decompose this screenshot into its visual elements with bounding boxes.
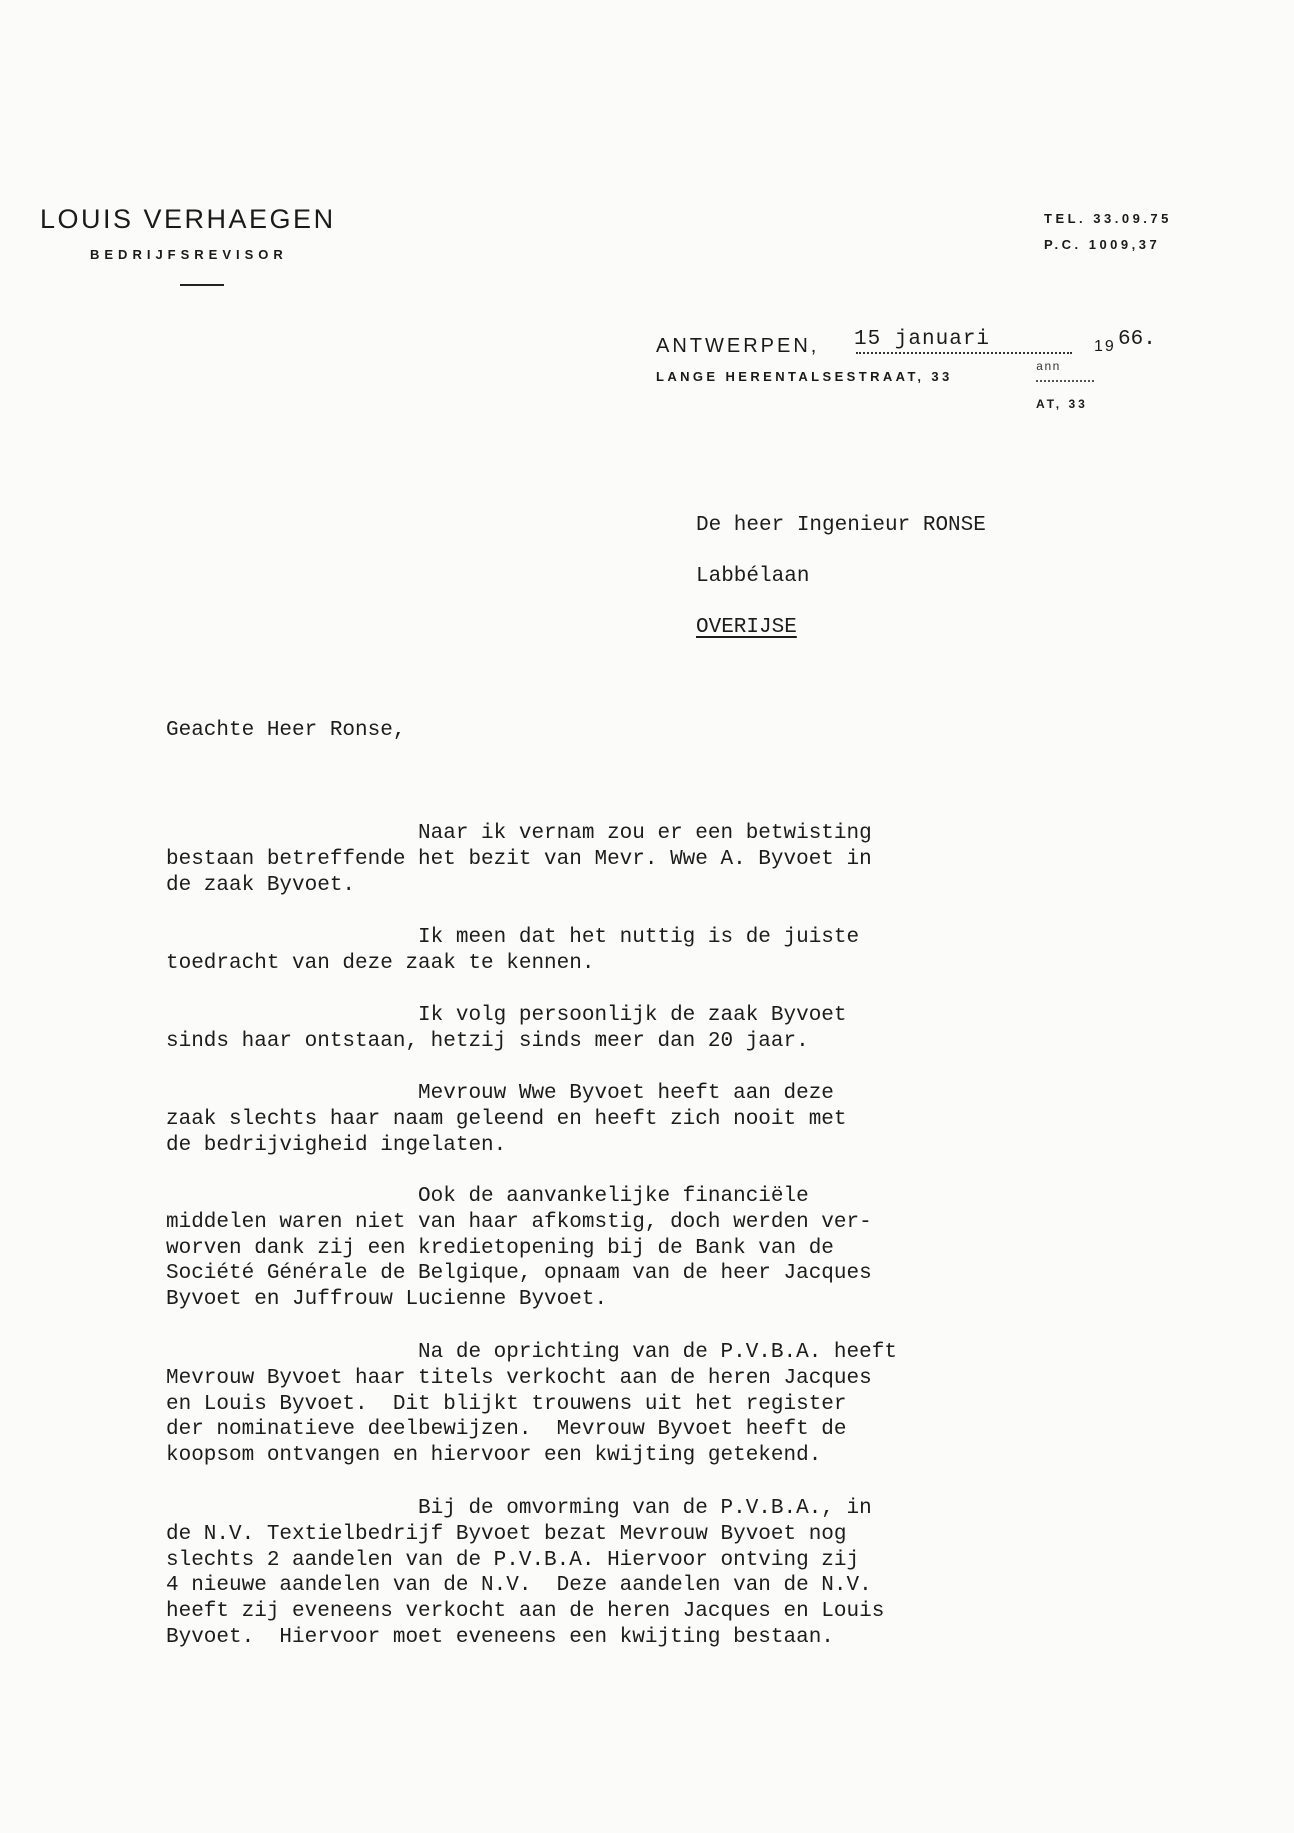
date-dotted-line bbox=[856, 352, 1072, 354]
recipient-name: De heer Ingenieur RONSE bbox=[696, 514, 986, 537]
sender-at-line: AT, 33 bbox=[1036, 397, 1088, 411]
recipient-city: OVERIJSE bbox=[696, 616, 797, 639]
letter-paragraph: Naar ik vernam zou er een betwisting bestaan betreffende het bezit van Mevr. Wwe A. Byvoet in de zaak Byvoet. bbox=[166, 822, 872, 897]
letter-paragraph: Bij de omvorming van de P.V.B.A., in de N.V. Textielbedrijf Byvoet bezat Mevrouw Byvoet nog slechts 2 aandelen van de P.V.B.A. Hiervoor ontving zij 4 nieuwe aandelen van de N.V. Deze aandelen van de N.V. heeft zij eveneens verkocht aan de heren Jacques en Louis Byvoet. Hiervoor moet eveneens een kwijting bestaan. bbox=[166, 1497, 885, 1649]
street-typed-mark: ann bbox=[1036, 360, 1061, 374]
telephone-number: TEL. 33.09.75 bbox=[1044, 211, 1172, 226]
date-day-month: 15 januari bbox=[854, 328, 991, 351]
letter-paragraph: Na de oprichting van de P.V.B.A. heeft Mevrouw Byvoet haar titels verkocht aan de heren Jacques en Louis Byvoet. Dit blijkt trouwens uit het register der nominatieve deelbewijzen. Mevrouw Byvoet heeft de koopsom ontvangen en hiervoor een kwijting getekend. bbox=[166, 1341, 897, 1468]
salutation: Geachte Heer Ronse, bbox=[166, 719, 406, 742]
sender-title: BEDRIJFSREVISOR bbox=[90, 247, 288, 262]
date-year: 66. bbox=[1118, 328, 1156, 351]
letter-paragraph: Ik meen dat het nuttig is de juiste toedracht van deze zaak te kennen. bbox=[166, 926, 860, 975]
sender-street-address: LANGE HERENTALSESTRAAT, 33 bbox=[656, 369, 953, 384]
letter-paragraph: Ook de aanvankelijke financiële middelen waren niet van haar afkomstig, doch werden ver- worven dank zij een kredietopening bij de Bank van de Société Générale de Belgique, opnaam van de heer Jacques Byvoet en Juffrouw Lucienne Byvoet. bbox=[166, 1185, 872, 1312]
sender-name: LOUIS VERHAEGEN bbox=[40, 204, 336, 234]
postal-account-number: P.C. 1009,37 bbox=[1044, 237, 1161, 252]
letterhead-rule bbox=[180, 284, 224, 286]
date-city: ANTWERPEN, bbox=[656, 335, 820, 357]
letter-paragraph: Mevrouw Wwe Byvoet heeft aan deze zaak slechts haar naam geleend en heeft zich nooit met de bedrijvigheid ingelaten. bbox=[166, 1082, 847, 1157]
letter-paragraph: Ik volg persoonlijk de zaak Byvoet sinds haar ontstaan, hetzij sinds meer dan 20 jaar. bbox=[166, 1004, 847, 1053]
street-dotted-line bbox=[1036, 380, 1094, 382]
recipient-street: Labbélaan bbox=[696, 565, 810, 588]
date-century: 19 bbox=[1094, 338, 1116, 355]
